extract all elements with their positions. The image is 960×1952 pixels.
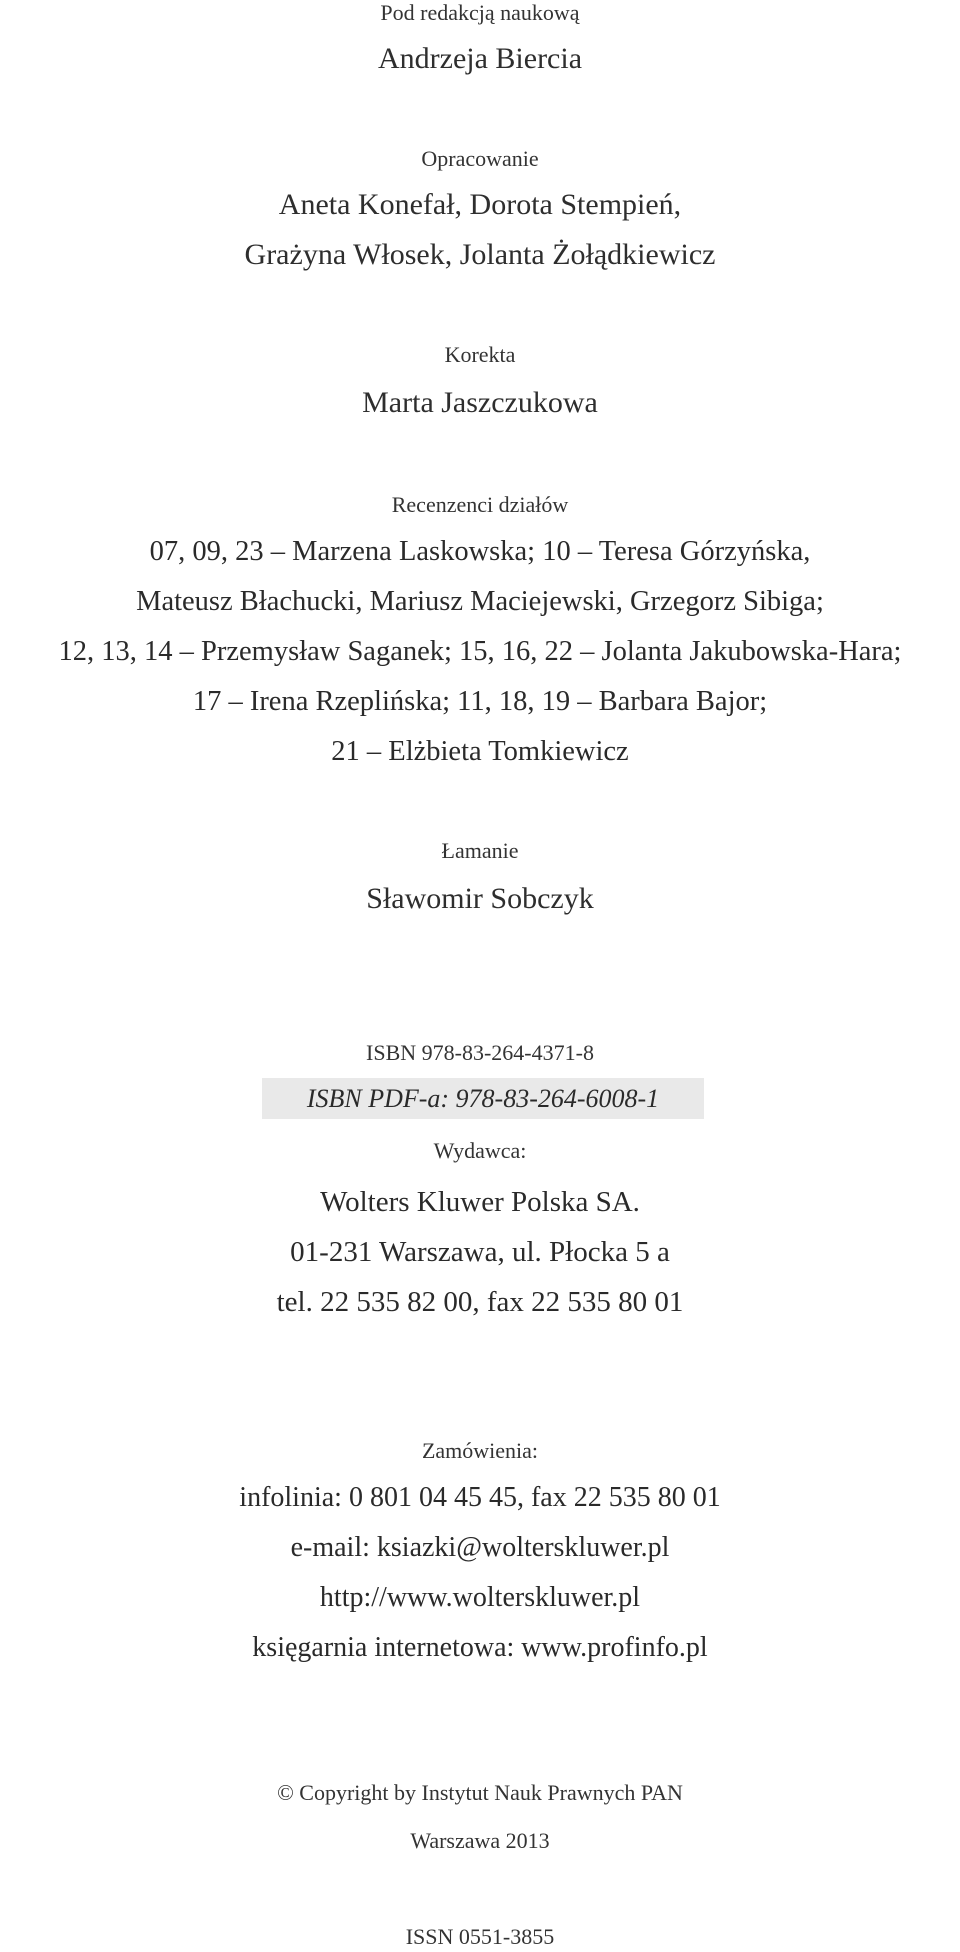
publisher-label: Wydawca: xyxy=(433,1138,527,1163)
place-year: Warszawa 2013 xyxy=(410,1828,550,1853)
orders-line: e-mail: ksiazki@wolterskluwer.pl xyxy=(290,1532,670,1563)
issn: ISSN 0551-3855 xyxy=(405,1924,555,1949)
orders-line: księgarnia internetowa: www.profinfo.pl xyxy=(252,1632,708,1663)
reviewers-line: 07, 09, 23 – Marzena Laskowska; 10 – Teresa Górzyńska, xyxy=(149,536,811,567)
reviewers-line: 17 – Irena Rzeplińska; 11, 18, 19 – Barbara Bajor; xyxy=(192,686,768,717)
orders-line: infolinia: 0 801 04 45 45, fax 22 535 80 01 xyxy=(239,1482,721,1513)
isbn-pdf-highlight xyxy=(262,1078,704,1119)
orders-line: http://www.wolterskluwer.pl xyxy=(319,1582,641,1613)
reviewers-line: Mateusz Błachucki, Mariusz Maciejewski, Grzegorz Sibiga; xyxy=(136,586,824,617)
preparation-line: Grażyna Włosek, Jolanta Żołądkiewicz xyxy=(244,238,716,271)
orders-label: Zamówienia: xyxy=(421,1438,539,1463)
publisher-line: tel. 22 535 82 00, fax 22 535 80 01 xyxy=(276,1286,684,1318)
isbn-pdf: ISBN PDF-a: 978-83-264-6008-1 xyxy=(306,1084,660,1113)
preparation-line: Aneta Konefał, Dorota Stempień, xyxy=(278,188,682,221)
proofreading-label: Korekta xyxy=(444,342,516,367)
editor-label: Pod redakcją naukową xyxy=(380,0,580,25)
publisher-line: Wolters Kluwer Polska SA. xyxy=(320,1186,640,1218)
preparation-label: Opracowanie xyxy=(421,146,539,171)
proofreading-name: Marta Jaszczukowa xyxy=(362,386,598,419)
reviewers-line: 12, 13, 14 – Przemysław Saganek; 15, 16, 22 – Jolanta Jakubowska-Hara; xyxy=(58,636,902,667)
copyright: © Copyright by Instytut Nauk Prawnych PAN xyxy=(277,1780,683,1805)
typesetting-label: Łamanie xyxy=(441,838,519,863)
typesetting-name: Sławomir Sobczyk xyxy=(366,882,594,915)
editor-name: Andrzeja Biercia xyxy=(377,42,583,75)
reviewers-line: 21 – Elżbieta Tomkiewicz xyxy=(331,736,629,767)
isbn: ISBN 978-83-264-4371-8 xyxy=(366,1040,594,1065)
publisher-line: 01-231 Warszawa, ul. Płocka 5 a xyxy=(290,1236,670,1268)
reviewers-label: Recenzenci działów xyxy=(391,492,569,517)
